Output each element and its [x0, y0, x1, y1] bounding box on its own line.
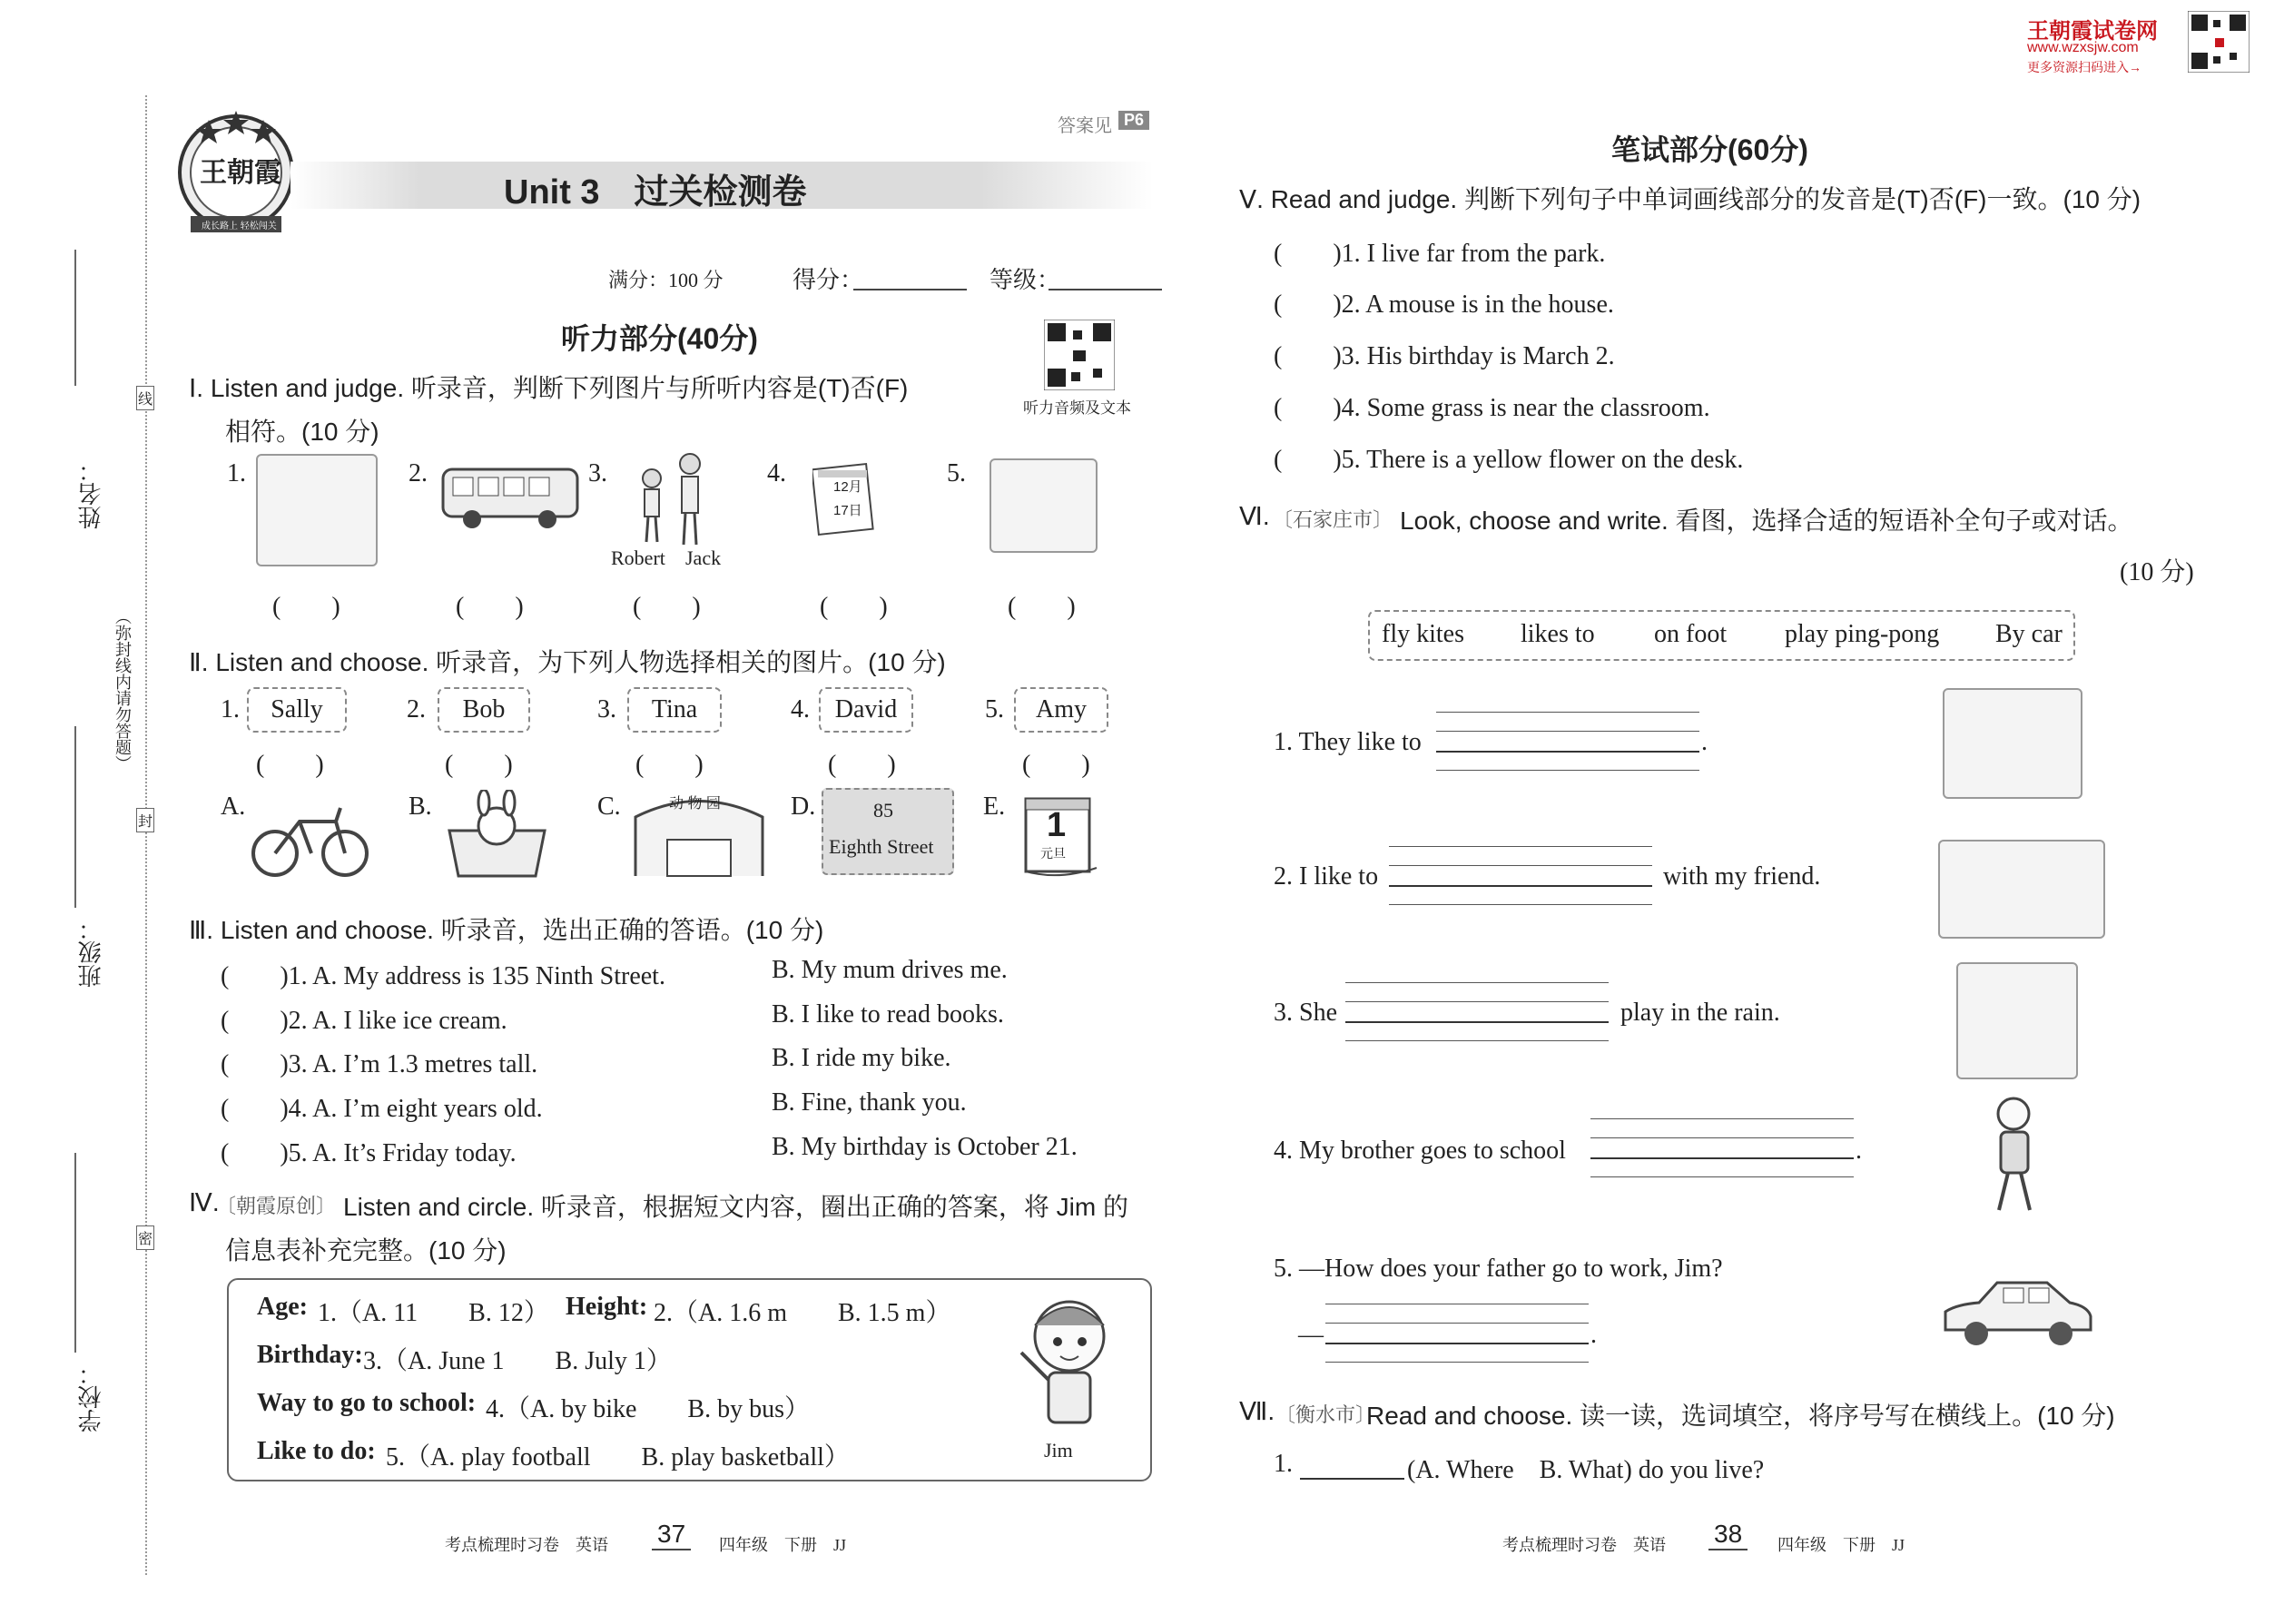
s1-title: Ⅰ. Listen and judge. 听录音，判断下列图片与所听内容是(T)否(F) — [189, 374, 909, 402]
s6-q5-image-car — [1938, 1275, 2097, 1353]
s3-item-3-a: ( )3. A. I’m 1.3 metres tall. — [221, 1050, 538, 1078]
s2-name-bob: Bob — [438, 687, 530, 733]
s2-option-d: D. — [791, 792, 816, 821]
s7-q1-num: 1. — [1274, 1450, 1293, 1478]
s6-q2-guide-3 — [1389, 904, 1652, 905]
s1-image-computer-dinosaur — [256, 454, 378, 566]
s3-item-2-a: ( )2. A. I like ice cream. — [221, 1007, 507, 1035]
s6-q3-end: play in the rain. — [1620, 999, 1780, 1027]
s6-q4-end: . — [1856, 1137, 1862, 1165]
s6-q1-guide-2 — [1436, 731, 1699, 732]
brand-tagline: 更多资源扫码进入→ — [2027, 60, 2141, 74]
s2-calendar-day: 1 — [1047, 806, 1067, 844]
s6-score: (10 分) — [2120, 558, 2194, 586]
s2-name-sally: Sally — [247, 687, 347, 733]
s1-image-building — [989, 458, 1098, 553]
s1-answer-1[interactable]: ( ) — [272, 593, 340, 621]
s6-word-5: By car — [1995, 620, 2063, 648]
brand-name: 王朝霞试卷网 — [2027, 19, 2158, 44]
s6-q5-dash: — — [1298, 1321, 1324, 1349]
answer-page: P6 — [1118, 111, 1149, 130]
s2-answer-5[interactable]: ( ) — [1022, 751, 1090, 779]
s1-num-2: 2. — [409, 459, 428, 487]
s6-q2-image-fly-kites — [1938, 840, 2105, 939]
s4-way-label: Way to go to school: — [257, 1389, 477, 1417]
s1-calendar-day: 17日 — [833, 503, 862, 518]
s6-q1-guide-1 — [1436, 712, 1699, 713]
name-label: 姓名： — [78, 458, 104, 529]
s6-q1-end: . — [1701, 728, 1708, 756]
s2-address-number: 85 — [873, 799, 893, 822]
s5-item-2: ( )2. A mouse is in the house. — [1274, 290, 1614, 319]
s3-item-5-b: B. My birthday is October 21. — [772, 1133, 1078, 1161]
audio-qr-icon[interactable] — [1044, 320, 1115, 390]
s6-q3-start: 3. She — [1274, 999, 1337, 1027]
s3-item-2-b: B. I like to read books. — [772, 1000, 1004, 1029]
s2-image-gift-box — [440, 790, 554, 881]
audio-qr-caption: 听力音频及文本 — [1023, 399, 1131, 417]
left-page-number: 37 — [652, 1520, 691, 1550]
s6-q4-start: 4. My brother goes to school — [1274, 1137, 1566, 1165]
logo-text: 王朝霞 — [200, 158, 281, 188]
s3-item-3-b: B. I ride my bike. — [772, 1044, 951, 1072]
logo-subtext: 成长路上 轻松闯关 — [202, 221, 277, 231]
s4-title: Listen and circle. 听录音，根据短文内容，圈出正确的答案，将 Jim 的 — [343, 1193, 1128, 1221]
s2-num-3: 3. — [597, 695, 616, 723]
school-label: 学校： — [78, 1362, 104, 1432]
s2-num-2: 2. — [407, 695, 426, 723]
s4-like-label: Like to do: — [257, 1437, 376, 1465]
binding-dotted-line — [145, 95, 147, 1575]
s6-q5-end: . — [1590, 1321, 1597, 1349]
s6-q2-blank[interactable] — [1389, 885, 1652, 887]
right-footer-text: 考点梳理时习卷 英语 — [1502, 1536, 1666, 1554]
s6-word-2: likes to — [1521, 620, 1595, 648]
s1-num-1: 1. — [227, 459, 246, 487]
s6-q2-guide-1 — [1389, 846, 1652, 847]
s1-answer-5[interactable]: ( ) — [1008, 593, 1076, 621]
s1-num-3: 3. — [588, 459, 607, 487]
s5-item-3: ( )3. His birthday is March 2. — [1274, 342, 1615, 370]
s1-image-two-boys — [626, 449, 717, 549]
s6-q5-guide-3 — [1325, 1362, 1589, 1363]
s7-tag: 〔衡水市〕 — [1275, 1403, 1376, 1426]
right-footer-grade: 四年级 下册 JJ — [1777, 1536, 1905, 1554]
s7-q1-rest: (A. Where B. What) do you live? — [1407, 1456, 1765, 1484]
s6-q5-blank[interactable] — [1325, 1343, 1589, 1344]
s6-tag: 〔石家庄市〕 — [1273, 508, 1393, 531]
s6-q3-guide-2 — [1345, 1001, 1609, 1002]
class-label: 班级： — [78, 917, 104, 988]
s2-title: Ⅱ. Listen and choose. 听录音，为下列人物选择相关的图片。(10 分) — [189, 648, 946, 676]
s6-q2-guide-2 — [1389, 865, 1652, 866]
s2-option-e: E. — [983, 792, 1006, 821]
s2-name-david: David — [819, 687, 913, 733]
s3-item-4-b: B. Fine, thank you. — [772, 1088, 967, 1117]
s6-q1-start: 1. They like to — [1274, 728, 1422, 756]
s4-age-options[interactable]: 1.（A. 11 B. 12） — [318, 1299, 549, 1327]
binding-mark-2: 封 — [136, 808, 154, 832]
s4-tag: 〔朝霞原创〕 — [216, 1195, 337, 1217]
s4-way-options[interactable]: 4.（A. by bike B. by bus） — [486, 1395, 811, 1423]
score-label: 得分： — [793, 266, 864, 293]
full-score: 满分：100 分 — [608, 269, 724, 291]
s2-answer-3[interactable]: ( ) — [635, 751, 704, 779]
s1-title-2: 相符。(10 分) — [225, 418, 379, 446]
s7-q1-blank[interactable] — [1300, 1478, 1404, 1480]
s6-q2-start: 2. I like to — [1274, 862, 1379, 891]
s4-jim-label: Jim — [1044, 1439, 1073, 1462]
name-line — [74, 250, 76, 386]
s6-word-4: play ping-pong — [1785, 620, 1940, 648]
s3-item-4-a: ( )4. A. I’m eight years old. — [221, 1095, 543, 1123]
grade-label: 等级： — [989, 266, 1061, 293]
s2-calendar-text: 元旦 — [1040, 846, 1066, 861]
s1-answer-3[interactable]: ( ) — [633, 593, 701, 621]
s6-q4-guide-1 — [1590, 1118, 1854, 1119]
s1-num-4: 4. — [767, 459, 786, 487]
s4-height-options[interactable]: 2.（A. 1.6 m B. 1.5 m） — [654, 1299, 951, 1327]
s1-image-bus — [440, 465, 581, 533]
s6-q1-blank[interactable] — [1436, 751, 1699, 753]
s2-option-b: B. — [409, 792, 432, 821]
binding-notice: （弥封线内请勿答题） — [113, 608, 132, 772]
s4-age-label: Age: — [257, 1293, 308, 1321]
s2-name-amy: Amy — [1014, 687, 1108, 733]
s2-answer-4[interactable]: ( ) — [828, 751, 896, 779]
written-heading: 笔试部分(60分) — [1611, 133, 1808, 166]
s2-address-street: Eighth Street — [829, 835, 934, 858]
s6-q3-blank[interactable] — [1345, 1021, 1609, 1023]
s6-q4-image-walking-boy — [1979, 1094, 2047, 1216]
s2-name-tina: Tina — [627, 687, 722, 733]
s6-q4-blank[interactable] — [1590, 1157, 1854, 1159]
s1-image-calendar — [812, 459, 876, 536]
left-footer-grade: 四年级 下册 JJ — [719, 1536, 847, 1554]
s6-word-3: on foot — [1654, 620, 1728, 648]
s5-title: Ⅴ. Read and judge. 判断下列句子中单词画线部分的发音是(T)否(F)一致。(10 分) — [1239, 185, 2141, 213]
s6-word-1: fly kites — [1382, 620, 1464, 648]
s3-item-5-a: ( )5. A. It’s Friday today. — [221, 1139, 517, 1167]
score-blank[interactable] — [853, 289, 967, 290]
s2-option-c: C. — [597, 792, 621, 821]
binding-mark-1: 线 — [136, 386, 154, 410]
s2-answer-1[interactable]: ( ) — [256, 751, 324, 779]
school-line — [74, 1153, 76, 1353]
s6-title-numeral: Ⅵ. — [1239, 502, 1270, 530]
s1-num-5: 5. — [947, 459, 966, 487]
listening-heading: 听力部分(40分) — [561, 322, 758, 355]
right-page-number: 38 — [1708, 1520, 1748, 1550]
s4-birthday-label: Birthday: — [257, 1341, 363, 1369]
s6-q3-image-rain — [1956, 962, 2078, 1079]
s1-robert-label: Robert — [611, 546, 665, 569]
s3-item-1-b: B. My mum drives me. — [772, 956, 1008, 984]
s6-q4-guide-2 — [1590, 1137, 1854, 1138]
s2-zoo-sign: 动 物 园 — [669, 796, 721, 812]
brand-qr-icon — [2188, 11, 2250, 73]
s4-height-label: Height: — [566, 1293, 648, 1321]
s7-title: Read and choose. 读一读，选词填空，将序号写在横线上。(10 分) — [1366, 1402, 2115, 1430]
s4-jim-image — [1008, 1289, 1126, 1434]
s6-q5-question: 5. —How does your father go to work, Jim? — [1274, 1255, 1723, 1283]
s3-item-1-a: ( )1. A. My address is 135 Ninth Street. — [221, 962, 665, 990]
s4-like-options[interactable]: 5.（A. play football B. play basketball） — [386, 1443, 850, 1471]
s2-option-a: A. — [221, 792, 246, 821]
s3-title: Ⅲ. Listen and choose. 听录音，选出正确的答语。(10 分) — [189, 916, 824, 944]
grade-blank[interactable] — [1049, 289, 1162, 290]
s1-answer-2[interactable]: ( ) — [456, 593, 524, 621]
binding-mark-3: 密 — [136, 1225, 154, 1250]
s2-answer-2[interactable]: ( ) — [445, 751, 513, 779]
s6-q5-guide-2 — [1325, 1323, 1589, 1324]
s5-item-4: ( )4. Some grass is near the classroom. — [1274, 394, 1710, 422]
s5-item-1: ( )1. I live far from the park. — [1274, 240, 1606, 268]
s2-num-5: 5. — [985, 695, 1004, 723]
class-line — [74, 726, 76, 908]
s6-title: Look, choose and write. 看图，选择合适的短语补全句子或对话。 — [1400, 507, 2133, 535]
s7-title-numeral: Ⅶ. — [1239, 1397, 1275, 1425]
s6-q2-end: with my friend. — [1663, 862, 1821, 891]
s6-q4-guide-3 — [1590, 1176, 1854, 1177]
s4-birthday-options[interactable]: 3.（A. June 1 B. July 1） — [363, 1347, 672, 1375]
s1-jack-label: Jack — [685, 546, 722, 569]
s4-title-2: 信息表补充完整。(10 分) — [225, 1236, 507, 1265]
s2-num-1: 1. — [221, 695, 240, 723]
s6-q1-image-ping-pong — [1943, 688, 2082, 799]
s5-item-5: ( )5. There is a yellow flower on the desk. — [1274, 446, 1744, 474]
s2-image-bike — [250, 790, 372, 881]
s6-q3-guide-1 — [1345, 982, 1609, 983]
s1-answer-4[interactable]: ( ) — [820, 593, 888, 621]
left-footer-text: 考点梳理时习卷 英语 — [445, 1536, 608, 1554]
answer-ref: 答案见 — [1058, 116, 1112, 136]
s1-calendar-month: 12月 — [833, 479, 862, 495]
s6-q1-guide-3 — [1436, 770, 1699, 771]
brand-url: www.wzxsjw.com — [2027, 40, 2139, 55]
s4-title-numeral: Ⅳ. — [189, 1188, 220, 1216]
s2-num-4: 4. — [791, 695, 810, 723]
s6-q3-guide-3 — [1345, 1040, 1609, 1041]
unit-title: Unit 3 过关检测卷 — [504, 173, 807, 212]
